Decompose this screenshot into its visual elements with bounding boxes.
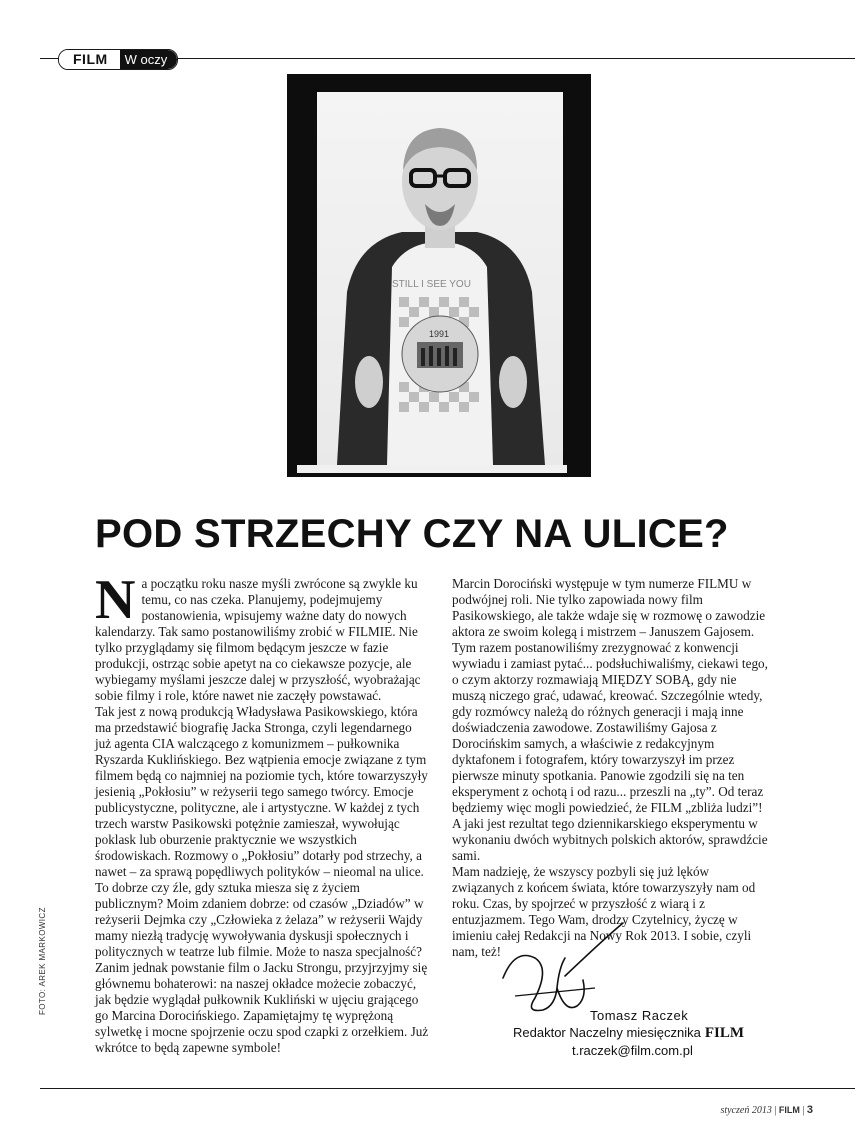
section-label: W oczy <box>120 50 178 69</box>
article-column-left <box>95 569 430 1056</box>
article-paragraph: Zanim jednak powstanie film o Jacku Strongu, przyjrzyjmy się głównemu bohaterowi: na naszej okładce możecie zobaczyć, jak będzie wyglądał pułkownik Kukliński w ujęciu grającego go Marcina Dorocińskiego. Zapamiętajmy tę wyprężoną sylwetkę i mocne spojrzenie oczu spod czapki z orzełkiem. Już wkrótce to będą zapewne symbole! <box>95 960 429 1055</box>
article-paragraph <box>95 569 430 704</box>
article-paragraph: Tak jest z nową produkcją Władysława Pasikowskiego, która ma przedstawić biografię Jacka Stronga, czyli legendarnego już agenta CIA walczącego z komunizmem – pułkownika Ryszarda Kuklińskiego. Bez wątpienia emocje związane z tym filmem będą co najmniej na poziomie tych, które towarzyszyły jesienią „Pokłosiu” w reżyserii tego samego twórcy. Emocje publicystyczne, polityczne, ale i artystyczne. W każdej z tych trzech warstw Pasikowski potężnie zamieszał, wywołując poklask lub oburzenie praktycznie we wszystkich środowiskach. Rozmowy o „Pokłosiu” dotarły pod strzechy, a nawet – za sprawą popędliwych polityków – nieomal na ulice. To dobrze czy źle, gdy sztuka miesza się z życiem publicznym? Moim zdaniem dobrze: od czasów „Dziadów” w reżyserii Dejmka czy „Człowieka z żelaza” w reżyserii Wajdy mamy niezłą tradycję wywoływania dyskusji społecznych i politycznych w teatrze lub filmie. Może to nasza specjalność? <box>95 704 428 959</box>
portrait-frame <box>317 92 563 465</box>
author-role-text: Redaktor Naczelny miesięcznika <box>513 1025 701 1040</box>
photo-credit: FOTO: AREK MARKOWICZ <box>38 907 47 1015</box>
author-name: Tomasz Raczek <box>590 1008 689 1023</box>
footer-rule <box>40 1088 855 1089</box>
author-email: t.raczek@film.com.pl <box>572 1043 693 1058</box>
article-paragraph: Marcin Dorociński występuje w tym numerze FILMU w podwójnej roli. Nie tylko zapowiada nowy film Pasikowskiego, ale także wdaje się w rozmowę o zawodzie aktora ze swoim kolegą i mistrzem – Januszem Gajosem. Tym razem postanowiliśmy zrezygnować z konwencji wywiadu i zamiast pytać... podsłuchiwaliśmy, ciekawi tego, o czym aktorzy rozmawiają MIĘDZY SOBĄ, gdy nie muszą niczego grać, udawać, kreować. Szczególnie wtedy, gdy rozmówcy należą do różnych generacji i mają inne doświadczenia zawodowe. Zostawiliśmy Gajosa z Dorocińskim samych, a właściwie z redakcyjnym dyktafonem i fotografem, który towarzyszył im przez pierwsze minuty spotkania. Panowie zgodzili się na ten eksperyment z ochotą i od razu... przeszli na „ty”. Od teraz będziemy więc mogli powiedzieć, że FILM „zbliża ludzi”! <box>452 576 768 815</box>
section-header <box>58 49 178 70</box>
page-number: 3 <box>806 1104 813 1116</box>
drop-cap: N <box>95 569 136 631</box>
author-magazine: FILM <box>704 1025 745 1041</box>
paragraph-text: a początku roku nasze myśli zwrócone są zwykle ku temu, co nas czeka. Planujemy, podejmujemy postanowienia, wpisujemy ważne daty do nowych kalendarzy. Tak samo postanowiliśmy zrobić w FILMIE. Nie tylko przyglądamy się filmom będącym jeszcze w fazie produkcji, ostrząc sobie apetyt na co ciekawsze pozycje, ale wybiegamy myślami jeszcze dalej w przyszłość, wyobrażając sobie filmy i role, które nawet nie zaczęły powstawać. <box>95 576 421 703</box>
article-column-right <box>452 576 772 960</box>
article-paragraph: Mam nadzieję, że wszyscy pozbyli się już lęków związanych z końcem świata, które towarzyszyły nam od roku. Czas, by spojrzeć w przyszłość z wiarą i z entuzjazmem. Tego Wam, drodzy Czytelnicy, życzę w imieniu całej Redakcji na Nowy Rok 2013. I sobie, czyli nam, też! <box>452 864 756 959</box>
portrait-illustration <box>317 92 563 465</box>
article-title: POD STRZECHY CZY NA ULICE? <box>95 512 729 556</box>
shirt-year: 1991 <box>429 329 450 339</box>
page-footer: styczeń 2013 | FILM | 3 <box>720 1104 813 1116</box>
footer-magazine: FILM <box>778 1105 800 1115</box>
article-paragraph: A jaki jest rezultat tego dziennikarskiego eksperymentu w wykonaniu dwóch wybitnych polskich aktorów, sprawdźcie sami. <box>452 816 768 863</box>
magazine-label: FILM <box>59 50 120 69</box>
film-strip-edge <box>297 465 567 473</box>
author-role <box>513 1025 744 1042</box>
portrait-photo <box>287 74 591 477</box>
shirt-text: STILL I SEE YOU <box>392 279 471 290</box>
issue-date: styczeń 2013 <box>720 1105 772 1116</box>
